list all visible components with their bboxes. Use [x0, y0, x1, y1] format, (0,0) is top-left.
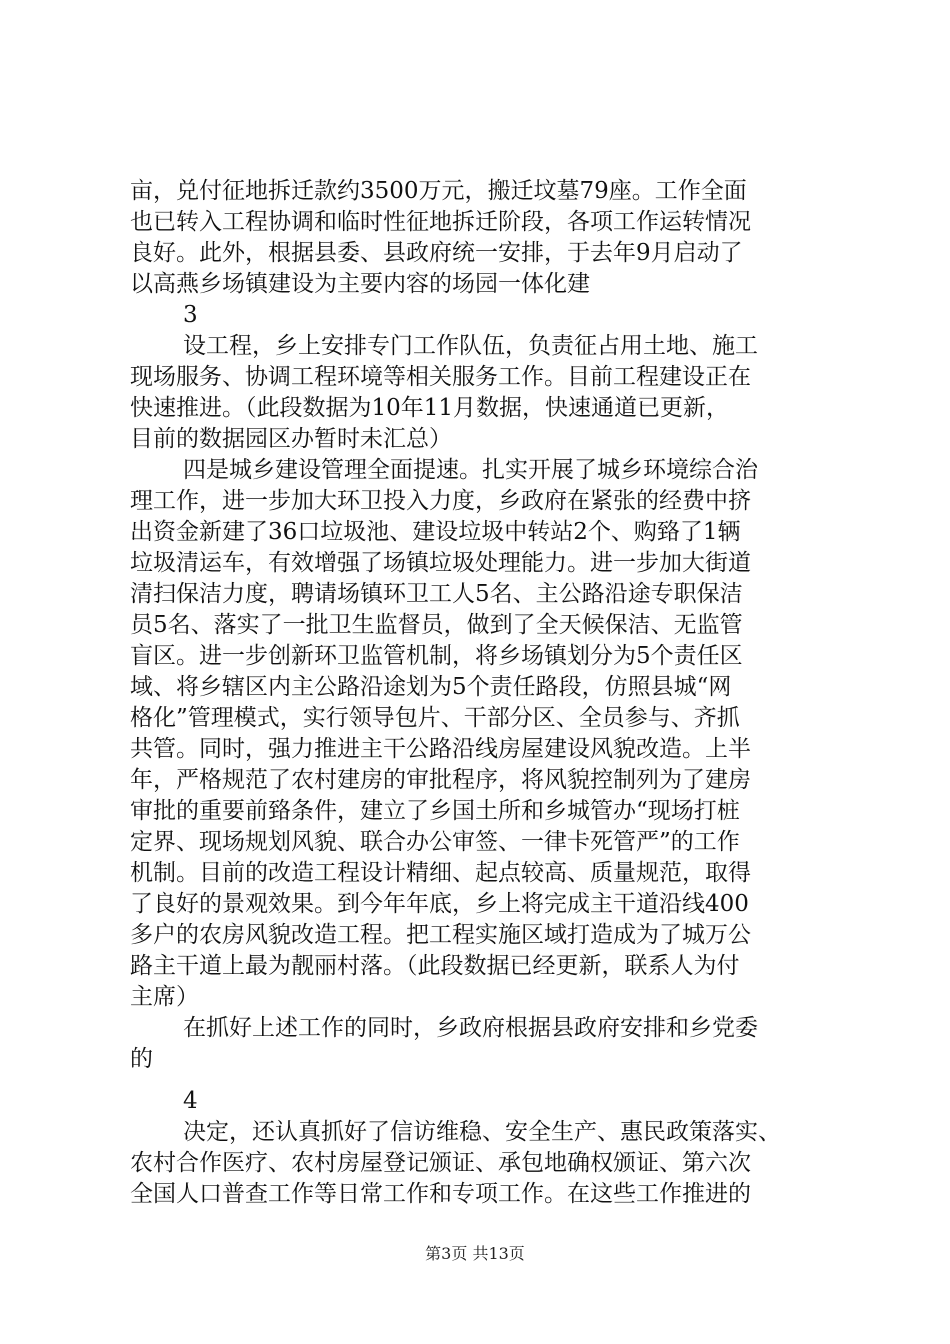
paragraph-start: 四是城乡建设管理全面提速。扎实开展了城乡环境综合治 — [183, 457, 758, 483]
text-line: 垃圾清运车，有效增强了场镇垃圾处理能力。进一步加大街道 — [130, 550, 751, 576]
page-footer: 第3页 共13页 — [425, 1244, 525, 1263]
text-line: 格化”管理模式，实行领导包片、干部分区、全员参与、齐抓 — [130, 705, 740, 731]
text-line: 盲区。进一步创新环卫监管机制，将乡场镇划分为5个责任区 — [130, 643, 743, 669]
text-line: 共管。同时，强力推进主干公路沿线房屋建设风貌改造。上半 — [130, 736, 751, 762]
text-line: 主席） — [130, 984, 199, 1010]
text-line: 域、将乡辖区内主公路沿途划为5个责任路段，仿照县城“网 — [130, 674, 732, 700]
text-line: 快速推进。（此段数据为10年11月数据，快速通道已更新， — [130, 395, 730, 421]
paragraph-start: 在抓好上述工作的同时，乡政府根据县政府安排和乡党委 — [183, 1015, 758, 1041]
text-line: 的 — [130, 1046, 153, 1072]
text-line: 员5名、落实了一批卫生监督员，做到了全天候保洁、无监管 — [130, 612, 743, 638]
text-line: 亩，兑付征地拆迁款约3500万元，搬迁坟墓79座。工作全面 — [130, 178, 747, 204]
text-line: 目前的数据园区办暂时未汇总） — [130, 426, 452, 452]
text-line: 年，严格规范了农村建房的审批程序，将风貌控制列为了建房 — [130, 767, 751, 793]
text-line: 定界、现场规划风貌、联合办公审签、一律卡死管严”的工作 — [130, 829, 740, 855]
document-body — [130, 176, 830, 1210]
text-line: 出资金新建了36口垃圾池、建设垃圾中转站2个、购臵了1辆 — [130, 519, 741, 545]
text-line: 以高燕乡场镇建设为主要内容的场园一体化建 — [130, 271, 590, 297]
text-line: 路主干道上最为靓丽村落。（此段数据已经更新，联系人为付 — [130, 953, 740, 979]
text-line: 现场服务、协调工程环境等相关服务工作。目前工程建设正在 — [130, 364, 751, 390]
text-line: 全国人口普查工作等日常工作和专项工作。在这些工作推进的 — [130, 1181, 751, 1207]
source-page-number: 4 — [183, 1088, 198, 1114]
text-line: 良好。此外，根据县委、县政府统一安排，于去年9月启动了 — [130, 240, 743, 266]
source-page-number: 3 — [183, 302, 198, 328]
text-line: 审批的重要前臵条件，建立了乡国土所和乡城管办“现场打桩 — [130, 798, 740, 824]
text-line: 农村合作医疗、农村房屋登记颁证、承包地确权颁证、第六次 — [130, 1150, 751, 1176]
text-line: 也已转入工程协调和临时性征地拆迁阶段，各项工作运转情况 — [130, 209, 751, 235]
text-line: 了良好的景观效果。到今年年底，乡上将完成主干道沿线400 — [130, 891, 749, 917]
text-line: 清扫保洁力度，聘请场镇环卫工人5名、主公路沿途专职保洁 — [130, 581, 743, 607]
text-line: 多户的农房风貌改造工程。把工程实施区域打造成为了城万公 — [130, 922, 751, 948]
text-line: 理工作，进一步加大环卫投入力度，乡政府在紧张的经费中挤 — [130, 488, 751, 514]
text-line: 设工程，乡上安排专门工作队伍，负责征占用土地、施工 — [183, 333, 758, 359]
text-line: 机制。目前的改造工程设计精细、起点较高、质量规范，取得 — [130, 860, 751, 886]
text-line: 决定，还认真抓好了信访维稳、安全生产、惠民政策落实、 — [183, 1119, 781, 1145]
